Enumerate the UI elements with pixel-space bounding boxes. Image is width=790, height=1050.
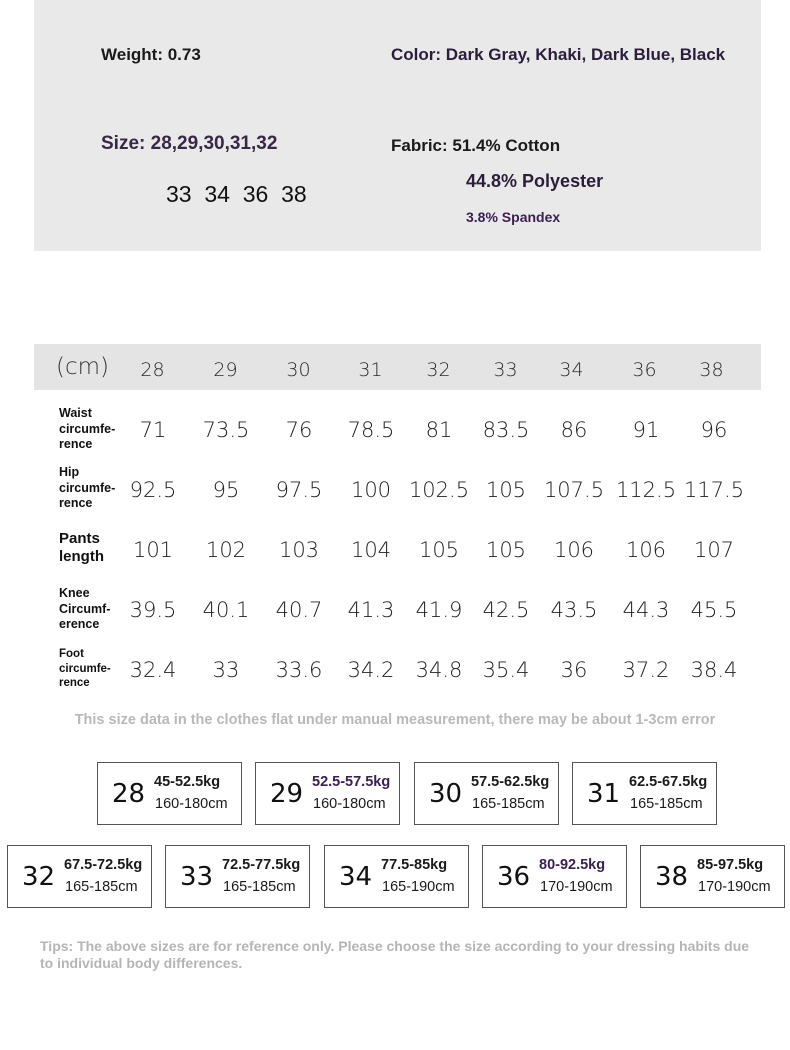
table-cell: 95 [212,478,240,502]
table-cell: 76 [285,418,313,442]
size-card-weight: 57.5-62.5kg [471,774,550,790]
size-card-weight: 45-52.5kg [154,774,221,790]
header-size: 28 [140,359,165,381]
size-card-height: 160-180cm [313,796,386,812]
size-card-height: 160-180cm [155,796,228,812]
table-cell: 45.5 [690,598,738,622]
table-cell: 101 [132,538,174,562]
row-label: Knee Circumf- erence [59,586,111,631]
size-card [482,845,627,908]
fabric-spandex: 3.8% Spandex [466,209,561,225]
table-cell: 105 [485,538,527,562]
table-cell: 33.6 [275,658,323,682]
size-card-height: 165-190cm [382,879,455,895]
table-cell: 83.5 [482,418,530,442]
table-cell: 102.5 [408,478,470,502]
size-card-weight: 62.5-67.5kg [629,774,708,790]
size-card-weight: 80-92.5kg [539,857,606,873]
table-cell: 73.5 [202,418,250,442]
size-card [7,845,152,908]
size-card-height: 165-185cm [630,796,703,812]
header-size: 36 [632,359,657,381]
table-cell: 102 [205,538,247,562]
size-card [165,845,310,908]
table-cell: 91 [632,418,660,442]
size-card-weight: 77.5-85kg [381,857,448,873]
row-label: Waist circumfe- rence [59,406,116,451]
table-cell: 105 [485,478,527,502]
measurement-note: This size data in the clothes flat under manual measurement, there may be about 1-3cm error [74,712,716,728]
size-text-more: 33 34 36 38 [166,181,307,207]
size-card [255,762,400,825]
size-card-height: 170-190cm [698,879,771,895]
table-cell: 106 [553,538,595,562]
size-card [640,845,785,908]
table-cell: 43.5 [550,598,598,622]
header-size: 34 [559,359,584,381]
header-size: 30 [286,359,311,381]
row-label: Pants length [59,530,104,565]
size-card-weight: 67.5-72.5kg [64,857,143,873]
size-card [414,762,559,825]
table-cell: 78.5 [347,418,395,442]
table-cell: 41.3 [347,598,395,622]
size-card-number: 33 [180,862,214,892]
table-cell: 35.4 [482,658,530,682]
row-label: Foot circumfe- rence [59,648,111,689]
table-cell: 107 [693,538,735,562]
size-card-number: 38 [655,862,689,892]
size-card-number: 36 [497,862,531,892]
table-cell: 86 [560,418,588,442]
table-cell: 104 [350,538,392,562]
header-size: 29 [213,359,238,381]
row-label: Hip circumfe- rence [59,465,116,510]
table-cell: 40.1 [202,598,250,622]
table-cell: 36 [560,658,588,682]
size-card-height: 170-190cm [540,879,613,895]
size-card-weight: 52.5-57.5kg [312,774,391,790]
size-card-height: 165-185cm [223,879,296,895]
table-cell: 42.5 [482,598,530,622]
size-card-height: 165-185cm [65,879,138,895]
size-card-number: 29 [270,779,304,809]
table-cell: 100 [350,478,392,502]
size-card-number: 32 [22,862,56,892]
table-cell: 44.3 [622,598,670,622]
size-text: Size: 28,29,30,31,32 [101,133,278,154]
table-cell: 92.5 [129,478,177,502]
product-info-panel [34,0,761,251]
table-header [34,344,761,390]
size-card [572,762,717,825]
table-cell: 103 [278,538,320,562]
table-cell: 112.5 [615,478,677,502]
fabric-polyester: 44.8% Polyester [466,171,604,191]
header-size: 33 [493,359,518,381]
table-cell: 41.9 [415,598,463,622]
table-cell: 106 [625,538,667,562]
table-cell: 32.4 [129,658,177,682]
tips-text: Tips: The above sizes are for reference only. Please choose the size according to your dressing habits due to individual body differences. [40,938,750,971]
fabric-text: Fabric: 51.4% Cotton [391,136,561,155]
color-text: Color: Dark Gray, Khaki, Dark Blue, Black [391,45,726,64]
table-cell: 33 [212,658,240,682]
table-cell: 39.5 [129,598,177,622]
header-size: 38 [699,359,724,381]
table-cell: 34.8 [415,658,463,682]
size-card-weight: 85-97.5kg [697,857,764,873]
header-size: 32 [426,359,451,381]
table-cell: 107.5 [543,478,605,502]
table-cell: 105 [418,538,460,562]
size-card [97,762,242,825]
size-card-weight: 72.5-77.5kg [222,857,301,873]
header-size: 31 [358,359,383,381]
size-card-height: 165-185cm [472,796,545,812]
table-cell: 34.2 [347,658,395,682]
table-cell: 97.5 [275,478,323,502]
size-card-number: 30 [429,779,463,809]
size-card-number: 34 [339,862,373,892]
weight-text: Weight: 0.73 [101,45,201,64]
unit-label: (cm) [56,354,109,380]
table-cell: 71 [139,418,167,442]
size-card-number: 28 [112,779,146,809]
table-cell: 81 [425,418,453,442]
table-cell: 117.5 [683,478,745,502]
size-card [324,845,469,908]
table-cell: 96 [700,418,728,442]
table-cell: 40.7 [275,598,323,622]
size-card-number: 31 [587,779,621,809]
table-cell: 38.4 [690,658,738,682]
table-cell: 37.2 [622,658,670,682]
